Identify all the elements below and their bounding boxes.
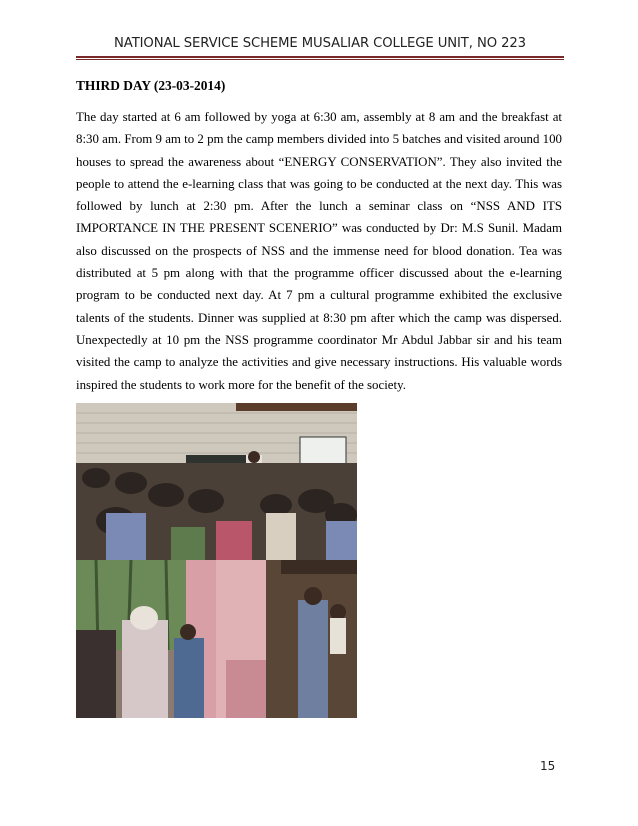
header-rule-thick <box>76 56 564 58</box>
section-heading: THIRD DAY (23-03-2014) <box>76 78 226 93</box>
page-number: 15 <box>540 759 556 773</box>
seminar-photo <box>76 403 357 560</box>
house-visit-photo <box>76 560 357 718</box>
page-header: NATIONAL SERVICE SCHEME MUSALIAR COLLEGE UNIT, NO 223 <box>114 36 526 51</box>
header-rule-thin <box>76 59 564 60</box>
body-paragraph: The day started at 6 am followed by yoga at 6:30 am, assembly at 8 am and the breakfast at 8:30 am. From 9 am to 2 pm the camp members divided into 5 batches and visited around 100 houses to spread the awareness about “ENERGY CONSERVATION”. They also invited the people to attend the e-learning class that was going to be conducted at the next day. This was followed by lunch at 2:30 pm. After the lunch a seminar class on “NSS AND ITS IMPORTANCE IN THE PRESENT SCENERIO” was conducted by Dr: M.S Sunil. Madam also discussed on the prospects of NSS and the immense need for blood donation. Tea was distributed at 5 pm along with that the programme officer discussed about the e-learning program to be conducted next day. At 7 pm a cultural programme exhibited the exclusive talents of the students. Dinner was supplied at 8:30 pm after which the camp was dispersed. Unexpectedly at 10 pm the NSS programme coordinator Mr Abdul Jabbar sir and his team visited the camp to analyze the activities and give necessary instructions. His valuable words inspired the students to work more for the benefit of the society. <box>76 110 562 392</box>
